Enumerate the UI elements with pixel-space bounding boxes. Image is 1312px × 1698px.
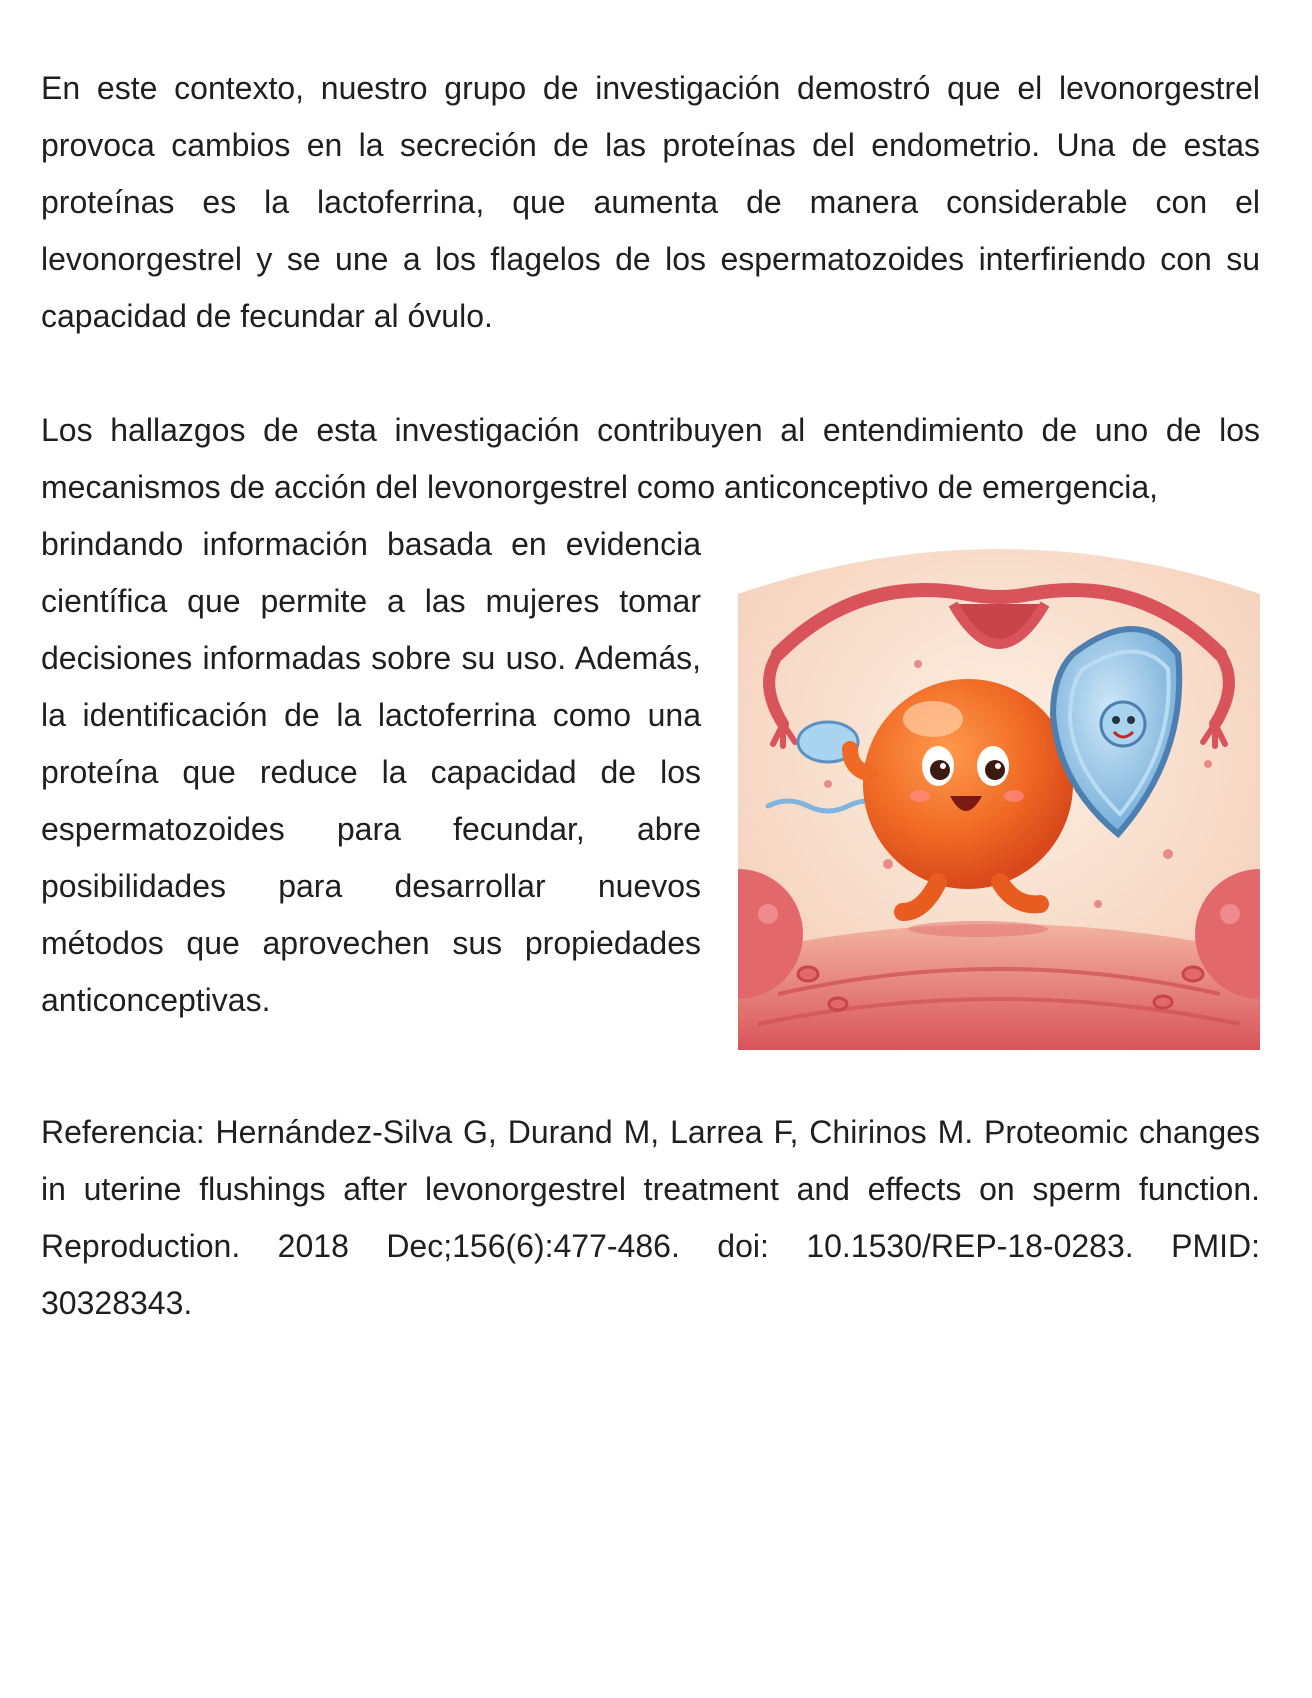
reference-citation: Referencia: Hernández-Silva G, Durand M, Larrea F, Chirinos M. Proteomic changes in uterine flushings after levonorgestrel treatment and effects on sperm function. Reproduction. 2018 Dec;156(6):477-486. doi: 10.1530/REP-18-0283. PMID: 30328343. <box>41 1114 1260 1321</box>
paragraph-context: En este contexto, nuestro grupo de investigación demostró que el levonorgestrel provoca cambios en la secreción de las proteínas del endometrio. Una de estas proteínas es la lactoferrina, que aumenta de manera considerable con el levonorgestrel y se une a los flagelos de los espermatozoides interfiriendo con su capacidad de fecundar al óvulo. <box>41 70 1260 334</box>
lactoferrin-illustration <box>738 534 1260 1050</box>
document-page <box>41 60 1260 1332</box>
paragraph-findings-intro: Los hallazgos de esta investigación contribuyen al entendimiento de uno de los mecanismos de acción del levonorgestrel como anticonceptivo de emergencia, <box>41 412 1260 505</box>
text-with-figure <box>41 516 1260 1050</box>
paragraph-findings-continued: brindando información basada en evidencia científica que permite a las mujeres tomar decisiones informadas sobre su uso. Además, la identificación de la lactoferrina como una proteína que reduce la capacidad de los espermatozoides para fecundar, abre posibilidades para desarrollar nuevos métodos que aprovechen sus propiedades anticonceptivas. <box>41 526 701 1018</box>
